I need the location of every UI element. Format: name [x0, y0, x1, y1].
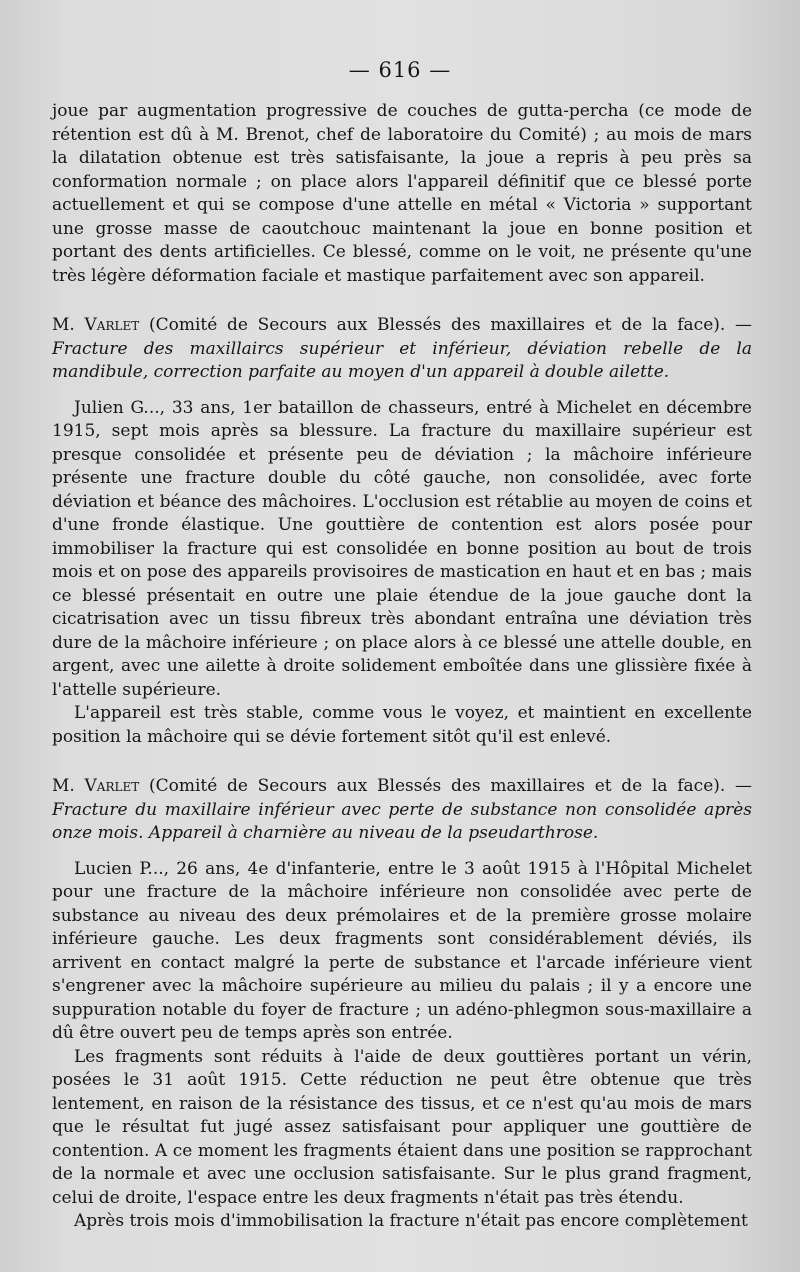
heading-affiliation: (Comité de Secours aux Blessés des maxillaires et de la face). —	[148, 315, 753, 335]
heading-author: M. Varlet	[52, 315, 140, 335]
heading-affiliation: (Comité de Secours aux Blessés des maxillaires et de la face). —	[148, 776, 753, 796]
case-paragraph: Les fragments sont réduits à l'aide de deux gouttières portant un vérin, posées le 31 août 1915. Cette réduction ne peut être obtenue que très lentement, en raison de la résistance des tissus, et ce n'est qu'au mois de mars que le résultat fut jugé assez satisfaisant pour appliquer une gouttière de contention. A ce moment les fragments étaient dans une position se rapprochant de la normale et avec une occlusion satisfaisante. Sur le plus grand fragment, celui de droite, l'espace entre les deux fragments n'était pas très étendu.	[52, 1046, 752, 1208]
communication-heading-1	[52, 314, 752, 385]
communication-heading-2	[52, 775, 752, 846]
page-number: — 616 —	[348, 58, 452, 82]
heading-title: Fracture du maxillaire inférieur avec perte de substance non consolidée après onze mois. Appareil à charnière au niveau de la pseudarthrose.	[52, 799, 752, 843]
case-paragraph: Lucien P..., 26 ans, 4e d'infanterie, entre le 3 août 1915 à l'Hôpital Michelet pour une fracture de la mâchoire inférieure non consolidée avec perte de substance au niveau des deux prémolaires et de la première grosse molaire inférieure gauche. Les deux fragments sont considérablement déviés, ils arrivent en contact malgré la perte de substance et l'arcade inférieure vient s'engrener avec la mâchoire supérieure au milieu du palais ; il y a encore une suppuration notable du foyer de fracture ; un adéno-phlegmon sous-maxillaire a dû être ouvert peu de temps après son entrée.	[52, 858, 752, 1043]
case-paragraph: Julien G..., 33 ans, 1er bataillon de chasseurs, entré à Michelet en décembre 1915, sept mois après sa blessure. La fracture du maxillaire supérieur est presque consolidée et présente peu de déviation ; la mâchoire inférieure présente une fracture double du côté gauche, non consolidée, avec forte déviation et béance des mâchoires. L'occlusion est rétablie au moyen de coins et d'une fronde élastique. Une gouttière de contention est alors posée pour immobiliser la fracture qui est consolidée en bonne position au bout de trois mois et on pose des appareils provisoires de mastication en haut et en bas ; mais ce blessé présentait en outre une plaie étendue de la joue gauche dont la cicatrisation avec un tissu fibreux très abondant entraîna une déviation très dure de la mâchoire inférieure ; on place alors à ce blessé une attelle double, en argent, avec une ailette à droite solidement emboîtée dans une glissière fixée à l'attelle supérieure.	[52, 397, 752, 700]
body-text	[52, 100, 752, 1234]
case-paragraph: L'appareil est très stable, comme vous le voyez, et maintient en excellente position la mâchoire qui se dévie fortement sitôt qu'il est enlevé.	[52, 703, 752, 747]
heading-title: Fracture des maxillaircs supérieur et inférieur, déviation rebelle de la mandibule, correction parfaite au moyen d'un appareil à double ailette.	[52, 338, 752, 382]
case-paragraph: Après trois mois d'immobilisation la fracture n'était pas encore complètement	[74, 1211, 748, 1231]
paragraph-continuation: joue par augmentation progressive de couches de gutta-percha (ce mode de rétention est dû à M. Brenot, chef de laboratoire du Comité) ; au mois de mars la dilatation obtenue est très satisfaisante, la joue a repris à peu près sa conformation normale ; on place alors l'appareil définitif que ce blessé porte actuellement et qui se compose d'une attelle en métal « Victoria » supportant une grosse masse de caoutchouc maintenant la joue en bonne position et portant des dents artificielles. Ce blessé, comme on le voit, ne présente qu'une très légère déformation faciale et mastique parfaitement avec son appareil.	[52, 101, 752, 286]
heading-author: M. Varlet	[52, 776, 140, 796]
